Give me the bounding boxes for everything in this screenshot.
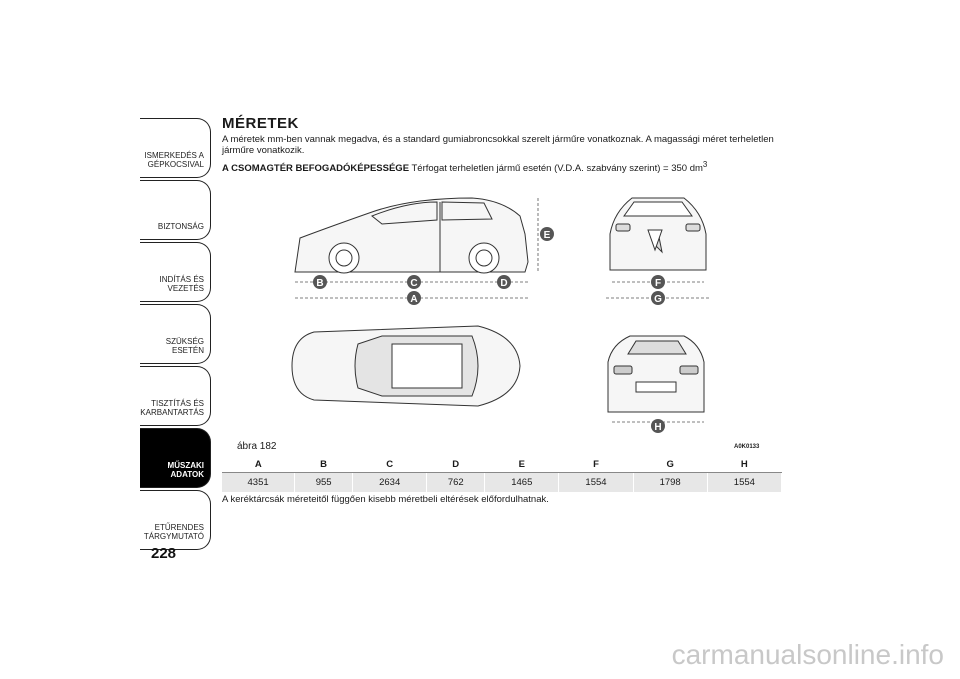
- badge-c: [407, 275, 421, 289]
- tab-label: SZÜKSÉG ESETÉN: [165, 337, 204, 355]
- tab-label: ETŰRENDES TÁRGYMUTATÓ: [143, 523, 204, 541]
- watermark: carmanualsonline.info: [671, 639, 944, 670]
- svg-text:G: G: [654, 294, 662, 305]
- figure-code: A0K0133: [734, 444, 760, 450]
- tab-tisztitas[interactable]: [140, 366, 211, 426]
- dimensions-figure: [222, 186, 782, 446]
- value-d: 762: [427, 473, 485, 493]
- tab-label: ISMERKEDÉS A GÉPKOCSIVAL: [144, 151, 204, 169]
- tab-label: INDÍTÁS ÉS VEZETÉS: [159, 275, 204, 293]
- tab-targymutato[interactable]: [140, 490, 211, 550]
- badge-f: [651, 275, 665, 289]
- svg-text:A: A: [410, 294, 418, 305]
- badge-b: [313, 275, 327, 289]
- svg-text:D: D: [500, 278, 508, 289]
- car-side-view: [295, 198, 528, 273]
- section-title: MÉRETEK: [222, 115, 299, 132]
- badge-h: [651, 419, 665, 433]
- tab-label: MŰSZAKI ADATOK: [167, 461, 204, 479]
- chapter-tabs: [140, 118, 211, 552]
- svg-text:B: B: [316, 278, 324, 289]
- boot-text: Térfogat terheletlen jármű esetén (V.D.A. szabvány szerint) = 350 dm: [411, 163, 703, 175]
- dimensions-table: [222, 456, 782, 492]
- header-d: D: [427, 456, 485, 473]
- header-h: H: [707, 456, 781, 473]
- header-a: A: [222, 456, 295, 473]
- tab-muszaki-adatok[interactable]: [140, 428, 211, 488]
- footnote: A keréktárcsák méreteitől függően kisebb méretbeli eltérések előfordulhatnak.: [222, 494, 549, 505]
- svg-text:F: F: [654, 278, 662, 289]
- header-c: C: [353, 456, 427, 473]
- value-e: 1465: [485, 473, 559, 493]
- boot-sup: 3: [702, 160, 708, 169]
- car-top-view: [292, 326, 520, 406]
- svg-text:H: H: [654, 422, 662, 433]
- tab-label: TISZTÍTÁS ÉS KARBANTARTÁS: [140, 399, 204, 417]
- value-h: 1554: [707, 473, 781, 493]
- page-number: 228: [151, 545, 177, 562]
- intro-text: A méretek mm-ben vannak megadva, és a standard gumiabroncsokkal szerelt járműre vonatkoznak. A magassági méret terheletlen járműre vonatkozik.: [222, 134, 774, 156]
- header-g: G: [633, 456, 707, 473]
- header-f: F: [559, 456, 633, 473]
- car-rear-view: [608, 336, 704, 412]
- badge-a: [407, 291, 421, 305]
- boot-capacity: [222, 160, 782, 174]
- badge-d: [497, 275, 511, 289]
- value-g: 1798: [633, 473, 707, 493]
- tab-inditas[interactable]: [140, 242, 211, 302]
- header-e: E: [485, 456, 559, 473]
- car-front-view: [610, 198, 706, 270]
- value-f: 1554: [559, 473, 633, 493]
- value-b: 955: [295, 473, 353, 493]
- badge-g: [651, 291, 665, 305]
- table-row: [222, 473, 782, 493]
- table-header-row: [222, 456, 782, 473]
- value-c: 2634: [353, 473, 427, 493]
- value-a: 4351: [222, 473, 295, 493]
- header-b: B: [295, 456, 353, 473]
- boot-label: A CSOMAGTÉR BEFOGADÓKÉPESSÉGE: [222, 163, 410, 175]
- svg-text:E: E: [543, 230, 551, 241]
- badge-e: [540, 227, 554, 241]
- tab-szukseg[interactable]: [140, 304, 211, 364]
- section-content: [222, 115, 782, 174]
- tab-label: BIZTONSÁG: [157, 222, 204, 231]
- tab-biztonsag[interactable]: [140, 180, 211, 240]
- svg-text:C: C: [410, 278, 418, 289]
- figure-caption: ábra 182: [237, 441, 277, 452]
- tab-ismerkedes[interactable]: [140, 118, 211, 178]
